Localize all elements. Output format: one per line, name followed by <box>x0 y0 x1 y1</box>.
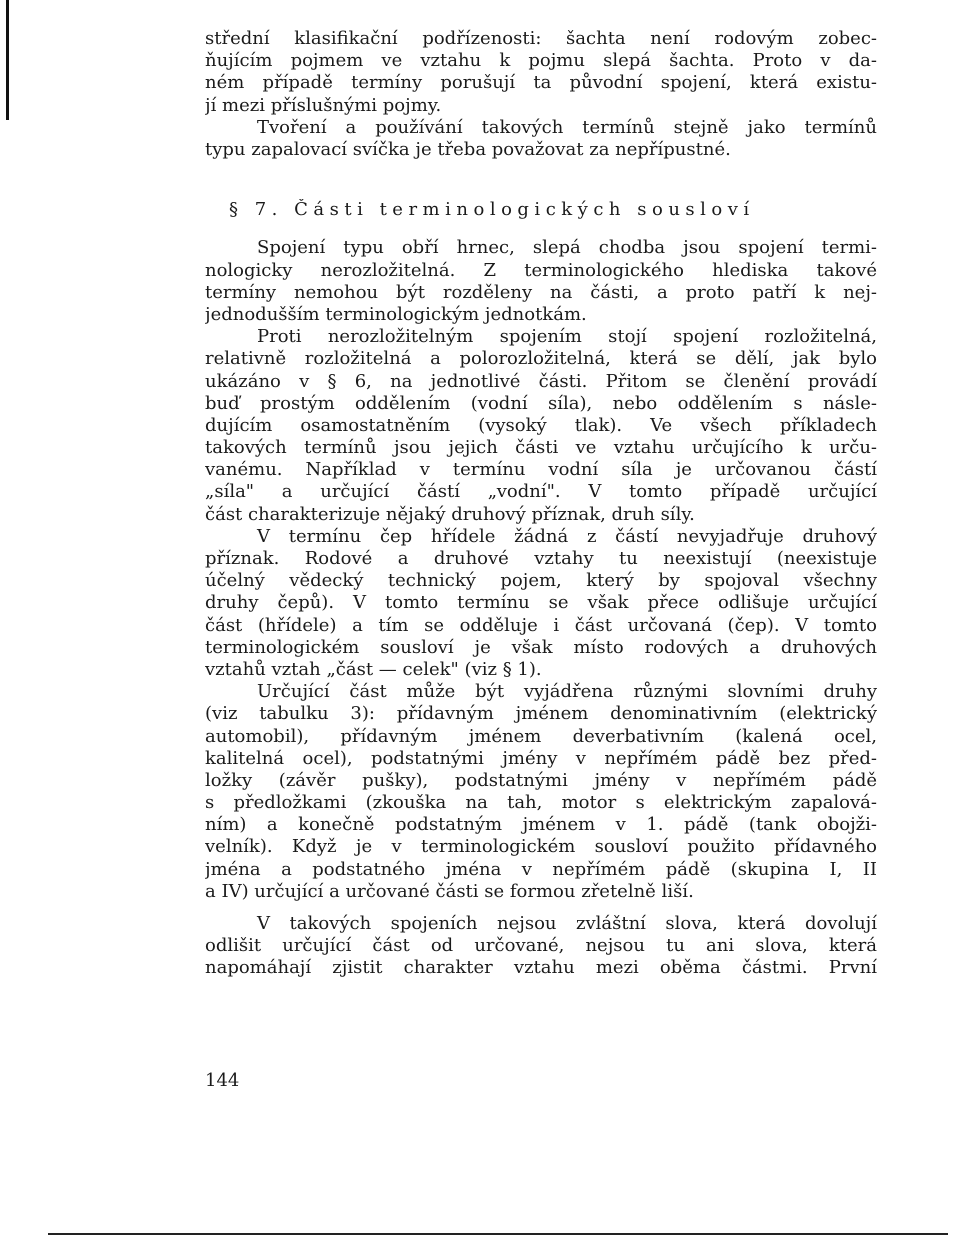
text-line: část (hřídele) a tím se odděluje i část určovaná (čep). V tomto <box>205 614 877 636</box>
text-line: dujícím osamostatněním (vysoký tlak). Ve všech příkladech <box>205 414 877 436</box>
paragraph <box>205 681 877 903</box>
scan-edge-mark <box>6 0 9 120</box>
text-line: ložky (závěr pušky), podstatnými jmény v nepřímém pádě <box>205 769 877 791</box>
paragraph <box>205 117 877 161</box>
scan-edge-mark <box>48 1233 948 1235</box>
text-line: jednodušším terminologickým jednotkám. <box>205 303 587 325</box>
text-line: s předložkami (zkouška na tah, motor s elektrickým zapalová- <box>205 792 877 814</box>
text-line: odlišit určující část od určované, nejsou tu ani slova, která <box>205 935 877 957</box>
page-number: 144 <box>205 1070 240 1091</box>
text-line: druhy čepů). V tomto termínu se však přece odlišuje určující <box>205 592 877 614</box>
text-line: ném případě termíny porušují ta původní spojení, která existu- <box>205 72 877 94</box>
paragraph <box>205 237 877 326</box>
section-heading: § 7. Části terminologických sousloví <box>229 199 755 221</box>
paragraph <box>205 326 877 526</box>
text-line: příznak. Rodové a druhové vztahy tu neexistují (neexistuje <box>205 548 877 570</box>
paragraph <box>205 526 877 681</box>
text-line: V takových spojeních nejsou zvláštní slova, která dovolují <box>257 913 877 935</box>
text-line: V termínu čep hřídele žádná z částí nevyjadřuje druhový <box>257 525 877 547</box>
text-line: Určující část může být vyjádřena různými slovními druhy <box>257 681 877 703</box>
text-line: účelný vědecký technický pojem, který by spojoval všechny <box>205 570 877 592</box>
text-line: takových termínů jsou jejich části ve vztahu určujícího k urču- <box>205 437 877 459</box>
text-line: a IV) určující a určované části se formou zřetelně liší. <box>205 880 694 902</box>
text-line: Spojení typu obří hrnec, slepá chodba jsou spojení termi- <box>257 237 877 259</box>
text-line: střední klasifikační podřízenosti: šachta není rodovým zobec- <box>205 28 877 49</box>
text-line: napomáhají zjistit charakter vztahu mezi oběma částmi. První <box>205 957 877 979</box>
text-line: termíny nemohou být rozděleny na části, a proto patří k nej- <box>205 281 877 303</box>
paragraph <box>205 913 877 980</box>
text-line: ukázáno v § 6, na jednotlivé části. Přitom se členění provádí <box>205 370 877 392</box>
text-line: automobil), přídavným jménem deverbativním (kalená ocel, <box>205 725 877 747</box>
page-text <box>205 28 877 980</box>
text-line: část charakterizuje nějaký druhový příznak, druh síly. <box>205 503 695 525</box>
text-line: jména a podstatného jména v nepřímém pádě (skupina I, II <box>205 858 877 880</box>
text-line: ňujícím pojmem ve vztahu k pojmu slepá šachta. Proto v da- <box>205 50 877 72</box>
text-line: velník). Když je v terminologickém sousloví použito přídavného <box>205 836 877 858</box>
text-line: „síla" a určující částí „vodní". V tomto případě určující <box>205 481 877 503</box>
text-line: vanému. Například v termínu vodní síla je určovanou částí <box>205 459 877 481</box>
text-line: typu zapalovací svíčka je třeba považovat za nepřípustné. <box>205 138 731 160</box>
text-line: Tvoření a používání takových termínů stejně jako termínů <box>257 116 877 138</box>
text-line: kalitelná ocel), podstatnými jmény v nepřímém pádě bez před- <box>205 747 877 769</box>
text-line: (viz tabulku 3): přídavným jménem denominativním (elektrický <box>205 703 877 725</box>
text-line: vztahů vztah „část — celek" (viz § 1). <box>205 658 542 680</box>
text-line: nologicky nerozložitelná. Z terminologického hlediska takové <box>205 259 877 281</box>
text-line: buď prostým oddělením (vodní síla), nebo oddělením s násle- <box>205 392 877 414</box>
text-line: relativně rozložitelná a polorozložitelná, která se dělí, jak bylo <box>205 348 877 370</box>
text-line: jí mezi příslušnými pojmy. <box>205 94 442 116</box>
text-line: terminologickém sousloví je však místo rodových a druhových <box>205 636 877 658</box>
text-line: Proti nerozložitelným spojením stojí spojení rozložitelná, <box>257 326 877 348</box>
paragraph <box>205 28 877 117</box>
text-line: ním) a konečně podstatným jménem v 1. pádě (tank obojži- <box>205 814 877 836</box>
